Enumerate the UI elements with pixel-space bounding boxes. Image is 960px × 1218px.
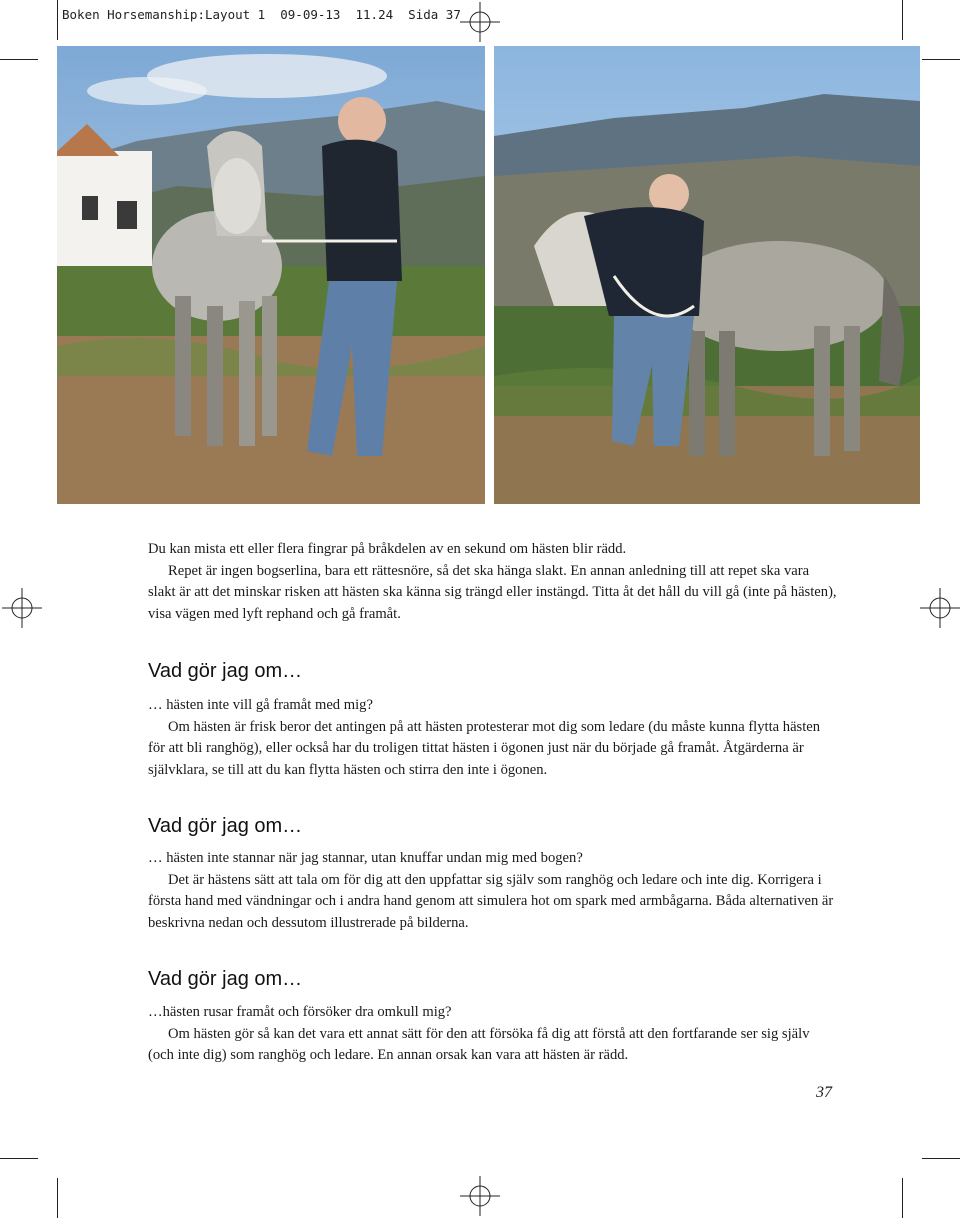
registration-mark-icon: [460, 1176, 500, 1216]
section-body: [148, 695, 838, 781]
page-number: 37: [816, 1084, 832, 1101]
section-answer: Det är hästens sätt att tala om för dig att den uppfattar sig själv som ranghög och ledare och inte dig. Korrigera i första hand med vändningar och i andra hand genom att simulera hot om spark med armbågarna. Båda alternativen är beskrivna nedan och dessutom illustrerade på bilderna.: [148, 871, 834, 931]
crop-mark: [57, 1178, 58, 1218]
registration-mark-icon: [920, 588, 960, 628]
section-body: [148, 848, 838, 934]
crop-mark: [57, 0, 58, 40]
crop-mark: [922, 1158, 960, 1159]
photo-right: [494, 46, 920, 504]
photo-left: [57, 46, 485, 504]
section-question: … hästen inte vill gå framåt med mig?: [148, 697, 373, 713]
caption-line: Du kan mista ett eller flera fingrar på bråkdelen av en sekund om hästen blir rädd.: [148, 541, 627, 557]
crop-mark: [0, 1158, 38, 1159]
registration-mark-icon: [2, 588, 42, 628]
section-heading: Vad gör jag om…: [148, 660, 303, 682]
section-body: [148, 1002, 838, 1067]
section-question: …hästen rusar framåt och försöker dra omkull mig?: [148, 1004, 452, 1020]
caption-paragraph: Repet är ingen bogserlina, bara ett rättesnöre, så det ska hänga slakt. En annan anledning till att repet ska vara slakt är att det minskar risken att hästen ska känna sig trängd eller instängd. Titta åt det håll du vill gå (inte på hästen), visa vägen med lyft rephand och gå framåt.: [148, 562, 837, 622]
crop-mark: [922, 59, 960, 60]
printer-slug: Boken Horsemanship:Layout 1 09-09-13 11.24 Sida 37: [62, 7, 461, 22]
crop-mark: [0, 59, 38, 60]
section-heading: Vad gör jag om…: [148, 815, 303, 837]
registration-mark-icon: [460, 2, 500, 42]
section-heading: Vad gör jag om…: [148, 968, 303, 990]
crop-mark: [902, 1178, 903, 1218]
section-answer: Om hästen är frisk beror det antingen på att hästen protesterar mot dig som ledare (du måste kunna flytta hästen för att bli ranghög), eller också har du troligen tittat hästen i ögonen just när du började gå framåt. Åtgärderna är självklara, se till att du kan flytta hästen och stirra den inte i ögonen.: [148, 718, 821, 778]
section-answer: Om hästen gör så kan det vara ett annat sätt för den att försöka få dig att förstå att den fortfarande ser sig själv (och inte dig) som ranghög och ledare. En annan orsak kan vara att hästen är rädd.: [148, 1025, 810, 1063]
crop-mark: [902, 0, 903, 40]
section-question: … hästen inte stannar när jag stannar, utan knuffar undan mig med bogen?: [148, 850, 583, 866]
photo-caption: [148, 539, 838, 625]
